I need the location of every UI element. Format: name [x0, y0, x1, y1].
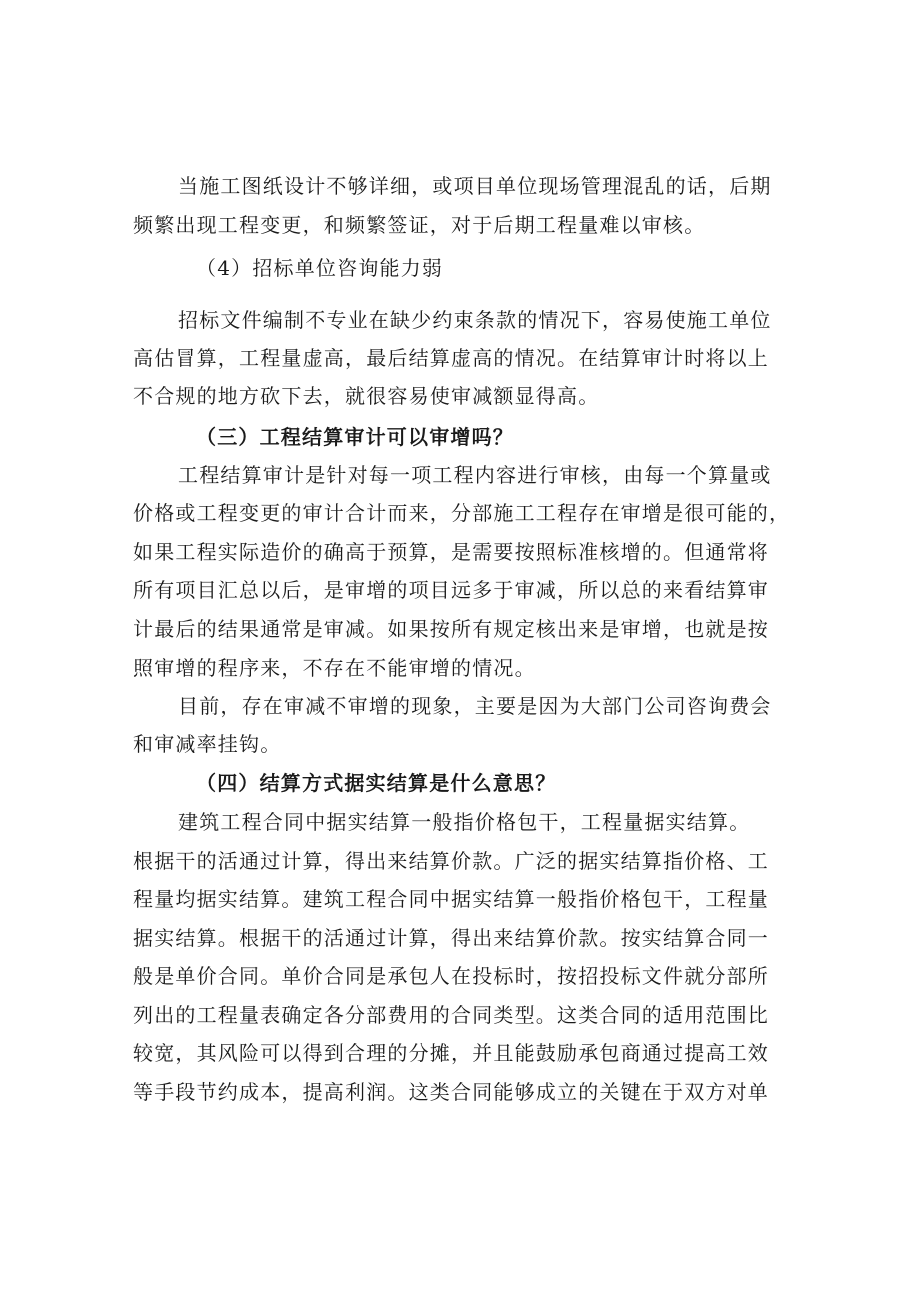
subheading: （4）招标单位咨询能力弱: [196, 256, 444, 280]
section-heading: （三）工程结算审计可以审增吗？: [196, 425, 514, 449]
paragraph-line: 般是单价合同。单价合同是承包人在投标时，按招投标文件就分部所: [133, 964, 769, 988]
paragraph-line: 所有项目汇总以后，是审增的项目远多于审减，所以总的来看结算审: [133, 578, 769, 602]
paragraph-line: 等手段节约成本，提高利润。这类合同能够成立的关键在于双方对单: [133, 1080, 769, 1104]
paragraph-line: 较宽，其风险可以得到合理的分摊，并且能鼓励承包商通过提高工效: [133, 1041, 769, 1065]
paragraph-line: 照审增的程序来，不存在不能审增的情况。: [133, 656, 536, 680]
paragraph-line: 价格或工程变更的审计合计而来，分部施工工程存在审增是很可能的，: [133, 501, 791, 525]
section-heading: （四）结算方式据实结算是什么意思？: [196, 771, 557, 795]
paragraph-line: 当施工图纸设计不够详细，或项目单位现场管理混乱的话，后期: [178, 174, 772, 198]
paragraph-line: 程量均据实结算。建筑工程合同中据实结算一般指价格包干，工程量: [133, 887, 769, 911]
paragraph-line: 列出的工程量表确定各分部费用的合同类型。这类合同的适用范围比: [133, 1003, 769, 1027]
paragraph-line: 建筑工程合同中据实结算一般指价格包干，工程量据实结算。: [178, 810, 751, 834]
paragraph-line: 目前，存在审减不审增的现象，主要是因为大部门公司咨询费会: [178, 694, 772, 718]
paragraph-line: 高估冒算，工程量虚高，最后结算虚高的情况。在结算审计时将以上: [133, 346, 769, 370]
paragraph-line: 据实结算。根据干的活通过计算，得出来结算价款。按实结算合同一: [133, 926, 769, 950]
paragraph-line: 和审减率挂钩。: [133, 732, 282, 756]
paragraph-line: 计最后的结果通常是审减。如果按所有规定核出来是审增，也就是按: [133, 617, 769, 641]
paragraph-line: 工程结算审计是针对每一项工程内容进行审核，由每一个算量或: [178, 463, 772, 487]
paragraph-line: 招标文件编制不专业在缺少约束条款的情况下，容易使施工单位: [178, 308, 772, 332]
paragraph-line: 根据干的活通过计算，得出来结算价款。广泛的据实结算指价格、工: [133, 849, 769, 873]
paragraph-line: 频繁出现工程变更，和频繁签证，对于后期工程量难以审核。: [133, 213, 706, 237]
paragraph-line: 如果工程实际造价的确高于预算，是需要按照标准核增的。但通常将: [133, 540, 769, 564]
paragraph-line: 不合规的地方砍下去，就很容易使审减额显得高。: [133, 384, 600, 408]
